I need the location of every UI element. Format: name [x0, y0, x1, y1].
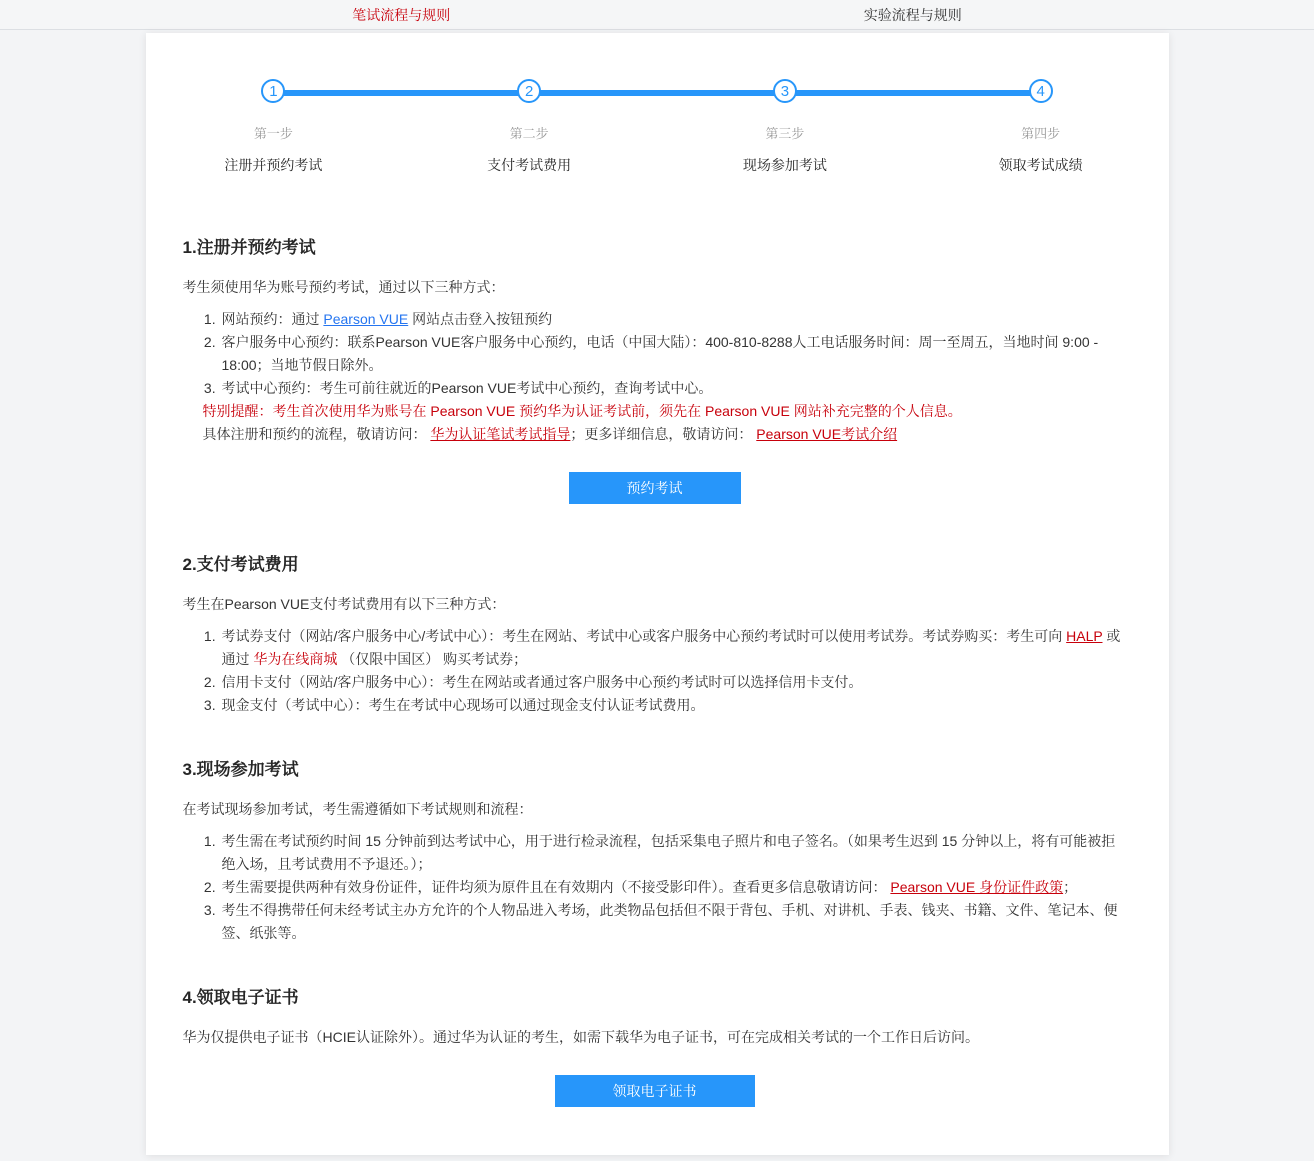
- list-item: [220, 625, 1127, 671]
- tab-lab-exam-process[interactable]: 实验流程与规则: [863, 6, 962, 23]
- text-run: ；更多详细信息，敬请访问：: [570, 426, 757, 442]
- note-line: [203, 423, 1127, 446]
- booking-methods-list: [183, 308, 1127, 400]
- payment-methods-list: [183, 625, 1127, 717]
- step-name-4: 领取考试成绩: [998, 157, 1083, 173]
- stepper-track: [146, 79, 1169, 103]
- note-line: [203, 400, 1127, 423]
- exam-rules-list: [183, 830, 1127, 945]
- text-run: 特别提醒：考生首次使用华为账号在 Pearson VUE 预约华为认证考试前，须先在 Pearson VUE 网站补充完整的个人信息。: [202, 403, 962, 419]
- section-title: 4.领取电子证书: [182, 988, 299, 1007]
- text-run: 考试中心预约：考生可前往就近的Pearson VUE考试中心预约，查询考试中心。: [221, 380, 713, 396]
- text-run: ；: [1063, 879, 1078, 895]
- text-run: 考生不得携带任何未经考试主办方允许的个人物品进入考场，此类物品包括但不限于背包、手机、对讲机、手表、钱夹、书籍、文件、笔记本、便签、纸张等。: [221, 902, 1118, 941]
- list-item: [220, 694, 1127, 717]
- section-intro: 在考试现场参加考试，考生需遵循如下考试规则和流程：: [182, 801, 533, 817]
- step-circle-3: 3: [773, 79, 797, 103]
- section-register-book-exam: [183, 233, 1127, 504]
- button-row: [183, 472, 1127, 504]
- text-run: 信用卡支付（网站/客户服务中心）：考生在网站或者通过客户服务中心预约考试时可以选择信用卡支付。: [221, 674, 863, 690]
- text-run: （仅限中国区） 购买考试券；: [337, 651, 528, 667]
- step-labels-row: [146, 123, 1169, 142]
- text-run: 客户服务中心预约：联系Pearson VUE客户服务中心预约，电话（中国大陆）：400-810-8288人工电话服务时间：周一至周五，当地时间 9:00 - 18:00；当地节假日除外。: [221, 334, 1099, 373]
- step-name-1: 注册并预约考试: [224, 157, 323, 173]
- list-item: [220, 308, 1127, 331]
- section-intro: 考生在Pearson VUE支付考试费用有以下三种方式：: [182, 596, 506, 612]
- section-get-certificate: [183, 983, 1127, 1107]
- step-circle-1: 1: [261, 79, 285, 103]
- text-run: 考生需要提供两种有效身份证件，证件均须为原件且在有效期内（不接受影印件）。查看更多信息敬请访问：: [221, 879, 891, 895]
- section-title: 3.现场参加考试: [182, 760, 299, 779]
- top-tab-bar-inner: [146, 0, 1169, 29]
- written-exam-guide-link[interactable]: 华为认证笔试考试指导: [430, 426, 571, 442]
- section-notes: [203, 400, 1127, 446]
- pearson-vue-link[interactable]: Pearson VUE: [323, 311, 409, 327]
- section-title: 2.支付考试费用: [182, 555, 299, 574]
- step-name-3: 现场参加考试: [742, 157, 827, 173]
- step-name-2: 支付考试费用: [487, 157, 572, 173]
- pearson-vue-intro-link[interactable]: Pearson VUE考试介绍: [756, 426, 898, 442]
- halp-link[interactable]: HALP: [1066, 628, 1103, 644]
- top-tab-bar: [0, 0, 1314, 30]
- stepper-line: [273, 90, 1040, 96]
- exam-stepper: [146, 33, 1169, 175]
- list-item: [220, 671, 1127, 694]
- text-run: 网站预约：通过: [221, 311, 324, 327]
- huawei-online-store-link[interactable]: 华为在线商城: [253, 651, 338, 667]
- step-label-1: 第一步: [253, 126, 293, 141]
- text-run: 或通过: [221, 628, 1121, 667]
- list-item: [220, 331, 1127, 377]
- list-item: [220, 830, 1127, 876]
- list-item: [220, 377, 1127, 400]
- text-run: 网站点击登入按钮预约: [408, 311, 553, 327]
- text-run: 考生需在考试预约时间 15 分钟前到达考试中心，用于进行检录流程，包括采集电子照片和电子签名。（如果考生迟到 15 分钟以上，将有可能被拒绝入场，且考试费用不予退还。）；: [221, 833, 1116, 872]
- tab-written-exam-process[interactable]: 笔试流程与规则: [352, 6, 451, 23]
- text-run: 现金支付（考试中心）：考生在考试中心现场可以通过现金支付认证考试费用。: [221, 697, 705, 713]
- step-label-2: 第二步: [509, 126, 549, 141]
- step-label-4: 第四步: [1021, 126, 1061, 141]
- pearson-vue-id-policy-link[interactable]: Pearson VUE 身份证件政策: [890, 879, 1064, 895]
- button-row: [183, 1075, 1127, 1107]
- list-item: [220, 899, 1127, 945]
- step-names-row: [146, 155, 1169, 175]
- section-intro: 考生须使用华为账号预约考试，通过以下三种方式：: [182, 279, 505, 295]
- step-label-3: 第三步: [765, 126, 805, 141]
- section-attend-exam: [183, 755, 1127, 945]
- get-certificate-button[interactable]: 领取电子证书: [555, 1075, 755, 1107]
- list-item: [220, 876, 1127, 899]
- step-circle-2: 2: [517, 79, 541, 103]
- step-circle-4: 4: [1029, 79, 1053, 103]
- text-run: 具体注册和预约的流程，敬请访问：: [202, 426, 431, 442]
- section-intro: 华为仅提供电子证书（HCIE认证除外）。通过华为认证的考生，如需下载华为电子证书，可在完成相关考试的一个工作日后访问。: [182, 1029, 979, 1045]
- book-exam-button[interactable]: 预约考试: [569, 472, 741, 504]
- content-card: [146, 33, 1169, 1155]
- section-pay-exam-fee: [183, 550, 1127, 717]
- section-title: 1.注册并预约考试: [182, 238, 316, 257]
- text-run: 考试券支付（网站/客户服务中心/考试中心）：考生在网站、考试中心或客户服务中心预约考试时可以使用考试券。考试券购买：考生可向: [221, 628, 1067, 644]
- page-content: [146, 233, 1169, 1107]
